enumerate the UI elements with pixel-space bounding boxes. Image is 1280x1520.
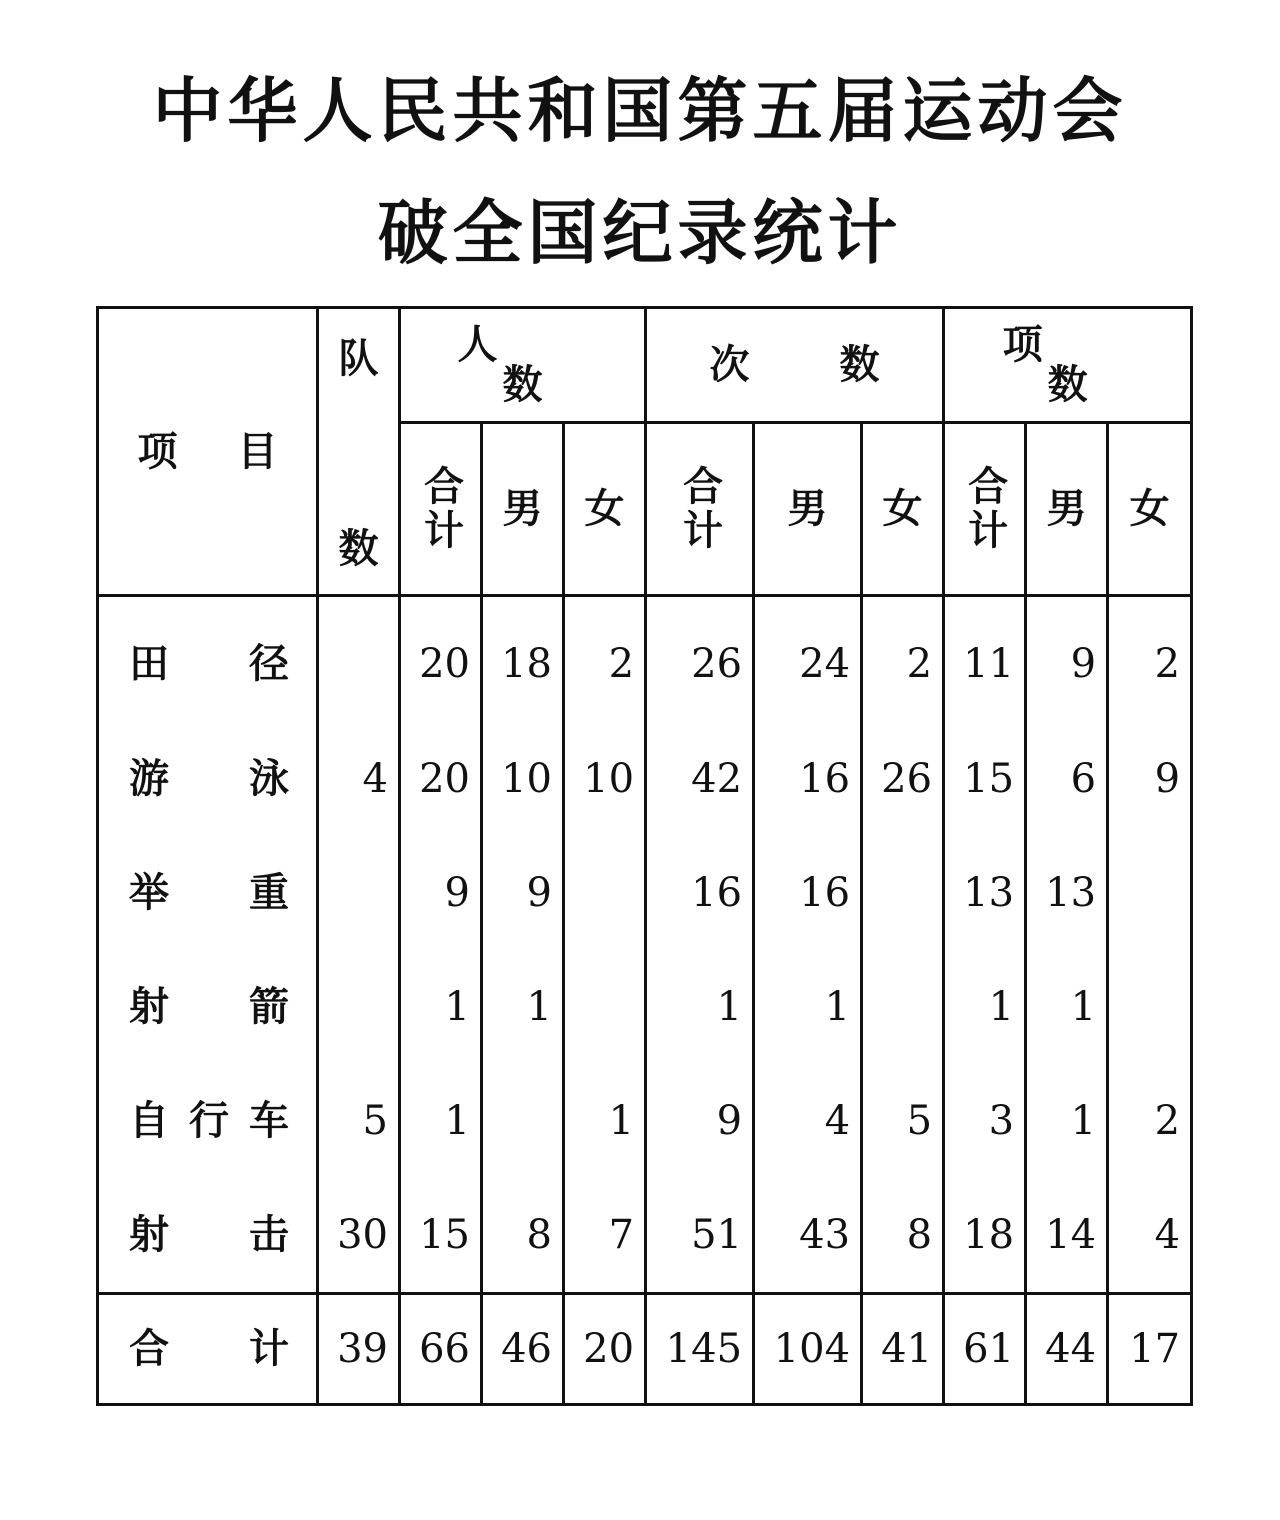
- cell-e-total: 18: [944, 1178, 1026, 1294]
- row-name-char: 重: [249, 869, 289, 916]
- table-row: [98, 722, 1192, 836]
- row-name-char: 射: [129, 983, 169, 1030]
- records-table: [96, 306, 1193, 1406]
- row-name-cell: [98, 1064, 318, 1178]
- cell-e-f: 17: [1108, 1293, 1192, 1404]
- cell-p-total: 66: [400, 1293, 482, 1404]
- cell-e-f: [1108, 950, 1192, 1064]
- cell-e-m: 1: [1026, 950, 1108, 1064]
- cell-e-m: 13: [1026, 836, 1108, 950]
- cell-p-m: 10: [482, 722, 564, 836]
- header-times-total: 合计: [646, 423, 754, 596]
- cell-p-total: 20: [400, 596, 482, 722]
- table-row: [98, 1178, 1192, 1294]
- row-name-char: 箭: [249, 983, 289, 1030]
- cell-t-f: 2: [862, 596, 944, 722]
- cell-t-total: 9: [646, 1064, 754, 1178]
- cell-p-total: 1: [400, 950, 482, 1064]
- cell-e-f: 9: [1108, 722, 1192, 836]
- cell-p-total: 9: [400, 836, 482, 950]
- cell-p-f: 20: [564, 1293, 646, 1404]
- cell-p-f: 1: [564, 1064, 646, 1178]
- row-name-char: 自: [129, 1097, 169, 1144]
- cell-team: 39: [318, 1293, 400, 1404]
- cell-e-f: [1108, 836, 1192, 950]
- row-name: [129, 755, 289, 802]
- header-times: [646, 308, 970, 423]
- cell-e-total: 11: [944, 596, 1026, 722]
- cell-e-m: 6: [1026, 722, 1108, 836]
- cell-e-total: 61: [944, 1293, 1026, 1404]
- table-row: [98, 596, 1192, 722]
- cell-team: 5: [318, 1064, 400, 1178]
- header-people-female: 女: [564, 423, 646, 596]
- title-line-1: 中华人民共和国第五届运动会: [152, 70, 1128, 152]
- header-people: [400, 308, 646, 423]
- cell-t-total: 26: [646, 596, 754, 722]
- cell-p-m: 18: [482, 596, 564, 722]
- cell-t-f: [862, 950, 944, 1064]
- cell-team: [318, 950, 400, 1064]
- header-people-total: 合计: [400, 423, 482, 596]
- cell-team: [318, 596, 400, 722]
- cell-t-total: 16: [646, 836, 754, 950]
- cell-e-m: 9: [1026, 596, 1108, 722]
- cell-p-m: 46: [482, 1293, 564, 1404]
- row-name: [129, 1211, 289, 1258]
- cell-p-f: 7: [564, 1178, 646, 1294]
- cell-team: [318, 836, 400, 950]
- cell-t-f: 41: [862, 1293, 944, 1404]
- row-name-char: 射: [129, 1211, 169, 1258]
- table-row: [98, 1064, 1192, 1178]
- header-team-bottom: 数: [338, 526, 379, 572]
- cell-t-total: 1: [646, 950, 754, 1064]
- cell-t-total: 51: [646, 1178, 754, 1294]
- cell-p-m: 1: [482, 950, 564, 1064]
- header-people-label: 人数: [457, 322, 633, 409]
- cell-t-total: 145: [646, 1293, 754, 1404]
- cell-t-m: 16: [754, 722, 862, 836]
- row-name-cell: [98, 836, 318, 950]
- row-name: [129, 641, 289, 688]
- row-name: [129, 1097, 289, 1144]
- cell-t-f: 5: [862, 1064, 944, 1178]
- header-item: [98, 308, 338, 596]
- row-name-char: 合: [129, 1325, 169, 1372]
- cell-t-m: 4: [754, 1064, 862, 1178]
- cell-t-f: 8: [862, 1178, 944, 1294]
- row-name-cell: [98, 950, 318, 1064]
- row-name: [129, 983, 289, 1030]
- header-people-male: 男: [482, 423, 564, 596]
- header-row-top: [98, 308, 1192, 423]
- cell-t-m: 1: [754, 950, 862, 1064]
- row-name-char: 游: [129, 755, 169, 802]
- cell-t-m: 43: [754, 1178, 862, 1294]
- header-events-label: 项数: [1002, 322, 1178, 409]
- title-line-2: 破全国纪录统计: [377, 192, 903, 274]
- header-times-male: 男: [754, 423, 862, 596]
- cell-team: 4: [318, 722, 400, 836]
- cell-e-total: 1: [944, 950, 1026, 1064]
- cell-p-m: 9: [482, 836, 564, 950]
- cell-e-f: 4: [1108, 1178, 1192, 1294]
- cell-p-total: 1: [400, 1064, 482, 1178]
- row-name-char: 田: [129, 641, 169, 688]
- header-team-top: 队: [338, 336, 379, 382]
- cell-e-m: 14: [1026, 1178, 1108, 1294]
- cell-p-m: [482, 1064, 564, 1178]
- row-name-cell: [98, 1178, 318, 1294]
- row-name-char: 车: [249, 1097, 289, 1144]
- row-name-char: 行: [189, 1097, 229, 1144]
- header-events-female: 女: [1108, 423, 1192, 596]
- cell-p-f: 10: [564, 722, 646, 836]
- header-times-female: 女: [862, 423, 944, 596]
- row-name-cell: [98, 722, 318, 836]
- row-name: [129, 1325, 289, 1372]
- row-name: [129, 869, 289, 916]
- row-name-cell: [98, 1293, 318, 1404]
- cell-p-f: [564, 836, 646, 950]
- table-row: [98, 950, 1192, 1064]
- cell-team: 30: [318, 1178, 400, 1294]
- cell-p-f: [564, 950, 646, 1064]
- row-name-char: 径: [249, 641, 289, 688]
- header-events-total: 合计: [944, 423, 1026, 596]
- cell-t-f: 26: [862, 722, 944, 836]
- cell-e-m: 1: [1026, 1064, 1108, 1178]
- row-name-char: 泳: [249, 755, 289, 802]
- cell-e-total: 3: [944, 1064, 1026, 1178]
- table-row: [98, 836, 1192, 950]
- cell-t-m: 24: [754, 596, 862, 722]
- cell-p-total: 15: [400, 1178, 482, 1294]
- header-events: [944, 308, 1192, 423]
- cell-e-f: 2: [1108, 1064, 1192, 1178]
- cell-p-f: 2: [564, 596, 646, 722]
- total-row: [98, 1293, 1192, 1404]
- header-times-label: 次数: [709, 342, 970, 389]
- header-item-label: 项目: [137, 428, 338, 475]
- cell-e-m: 44: [1026, 1293, 1108, 1404]
- cell-p-total: 20: [400, 722, 482, 836]
- cell-e-total: 13: [944, 836, 1026, 950]
- row-name-char: 计: [249, 1325, 289, 1372]
- cell-e-f: 2: [1108, 596, 1192, 722]
- row-name-cell: [98, 596, 318, 722]
- cell-t-f: [862, 836, 944, 950]
- header-events-male: 男: [1026, 423, 1108, 596]
- cell-p-m: 8: [482, 1178, 564, 1294]
- row-name-char: 击: [249, 1211, 289, 1258]
- cell-e-total: 15: [944, 722, 1026, 836]
- cell-t-total: 42: [646, 722, 754, 836]
- row-name-char: 举: [129, 869, 169, 916]
- cell-t-m: 16: [754, 836, 862, 950]
- cell-t-m: 104: [754, 1293, 862, 1404]
